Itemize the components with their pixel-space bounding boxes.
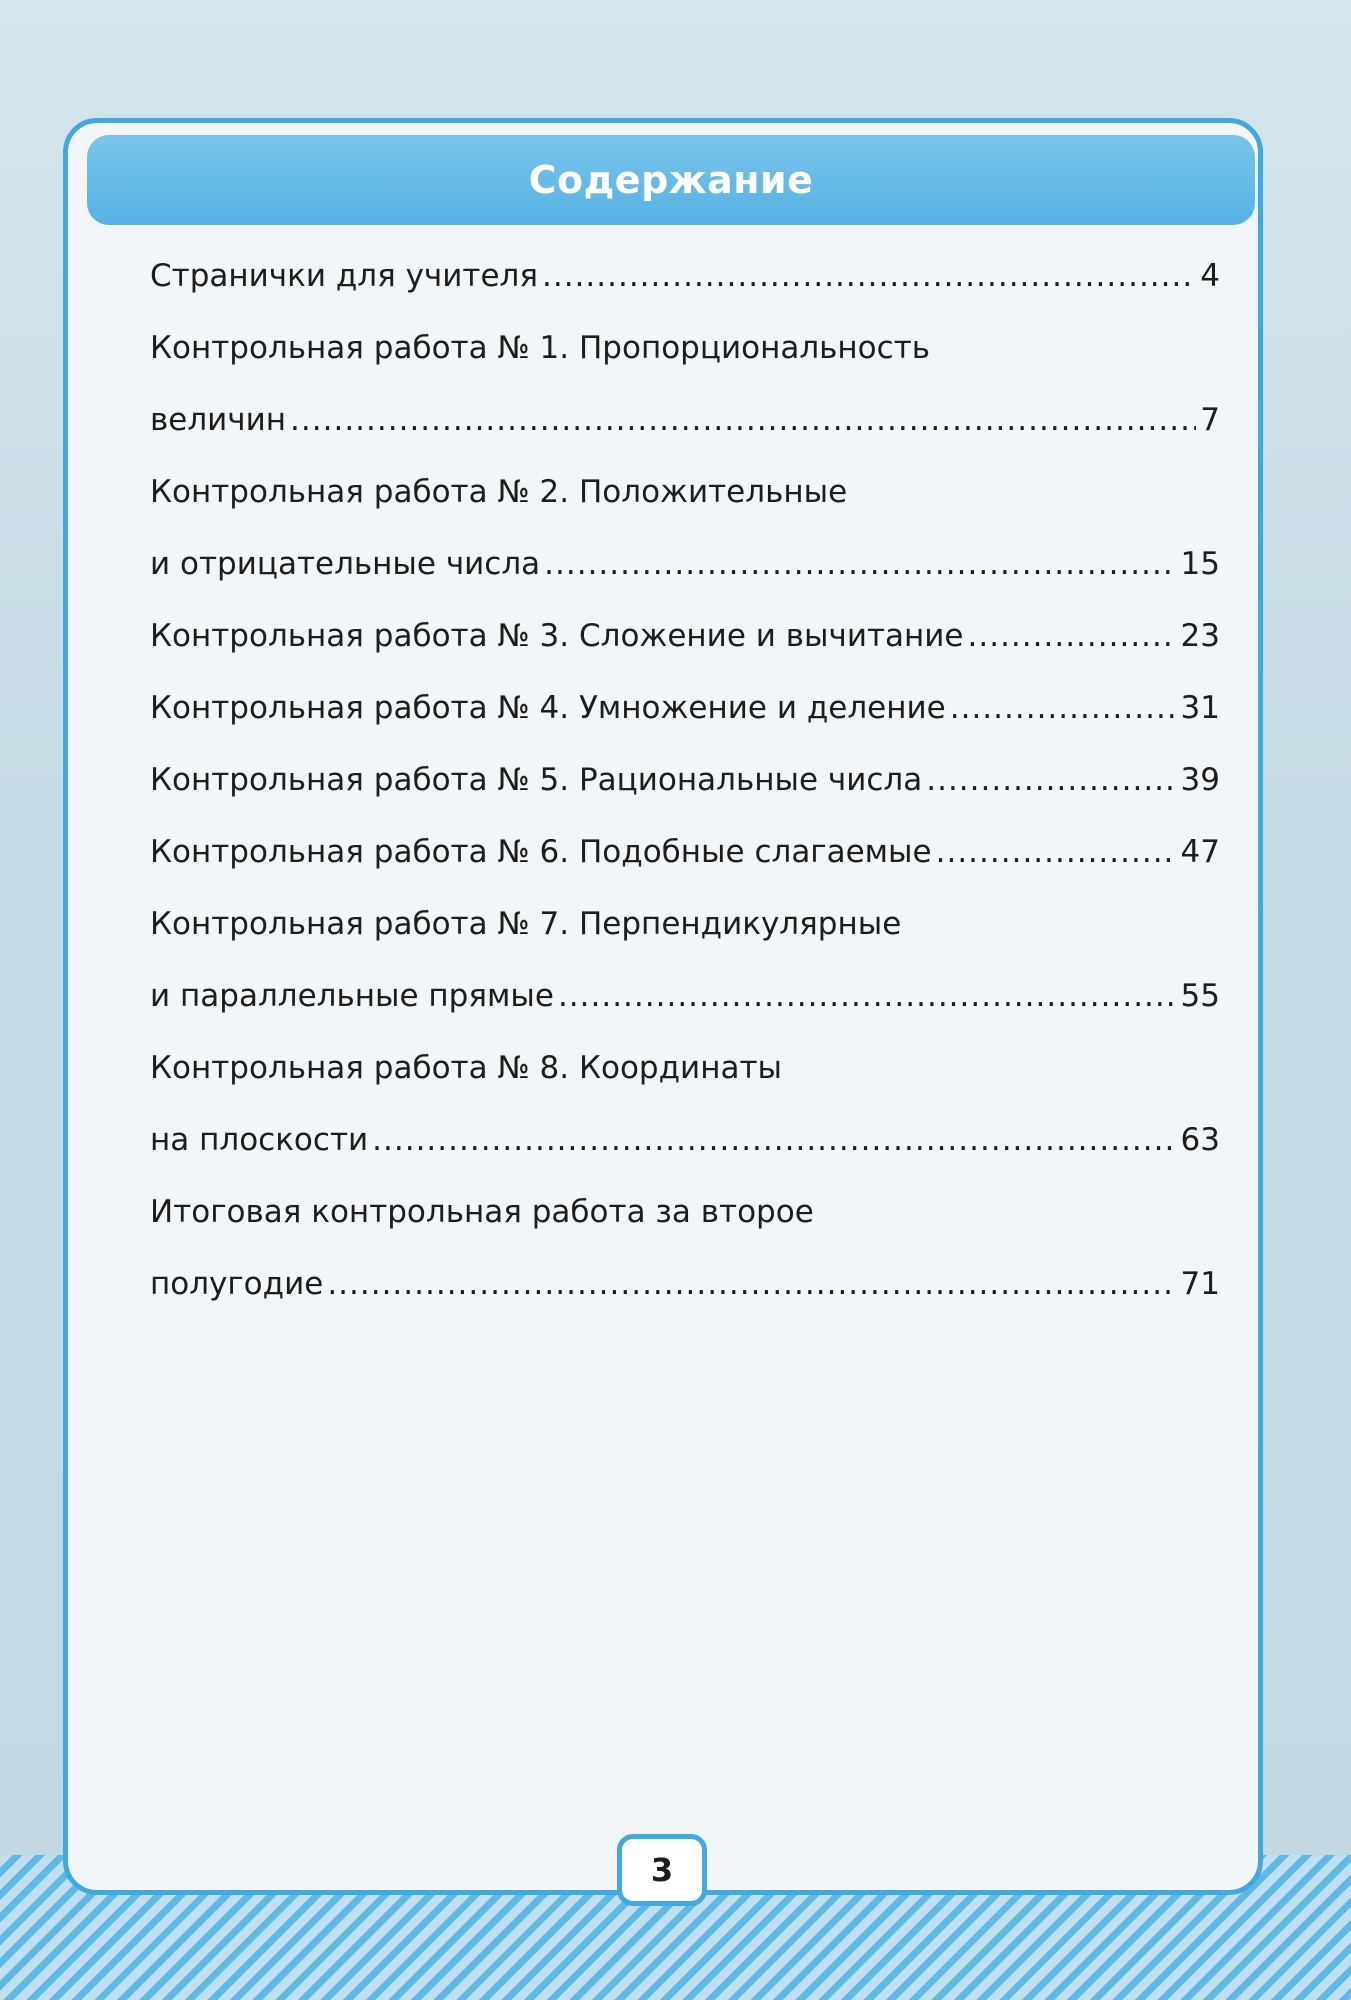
toc-dot-leader — [936, 816, 1177, 888]
toc-page-number: 55 — [1180, 978, 1220, 1014]
toc-dot-leader — [926, 744, 1176, 816]
table-of-contents — [150, 240, 1220, 1320]
toc-entry-title: Итоговая контрольная работа за второе — [150, 1194, 814, 1230]
toc-entry-test-1[interactable] — [150, 312, 1220, 456]
toc-page-number: 4 — [1200, 258, 1220, 294]
page-number: 3 — [650, 1851, 674, 1889]
toc-entry-title: Контрольная работа № 1. Пропорциональность — [150, 330, 931, 366]
toc-entry-test-7[interactable] — [150, 888, 1220, 1032]
toc-page-number: 15 — [1180, 546, 1220, 582]
toc-entry-title-continued: и отрицательные числа — [150, 546, 541, 582]
toc-entry-title: Контрольная работа № 5. Рациональные числа — [150, 762, 923, 798]
toc-dot-leader — [290, 384, 1196, 456]
toc-entry-title: Странички для учителя — [150, 258, 538, 294]
toc-dot-leader — [558, 960, 1177, 1032]
toc-entry-title-continued: величин — [150, 402, 287, 438]
toc-entry-title: Контрольная работа № 2. Положительные — [150, 474, 848, 510]
toc-dot-leader — [542, 240, 1196, 312]
toc-entry-title-continued: и параллельные прямые — [150, 978, 554, 1014]
toc-page-number: 71 — [1180, 1266, 1220, 1302]
toc-entry-test-5[interactable] — [150, 744, 1220, 816]
toc-dot-leader — [544, 528, 1176, 600]
page-title: Содержание — [528, 158, 814, 202]
toc-entry-test-8[interactable] — [150, 1032, 1220, 1176]
toc-dot-leader — [950, 672, 1177, 744]
toc-dot-leader — [968, 600, 1177, 672]
toc-entry-title: Контрольная работа № 6. Подобные слагаемые — [150, 834, 932, 870]
toc-entry-title: Контрольная работа № 7. Перпендикулярные — [150, 906, 902, 942]
page-number-badge — [617, 1834, 707, 1906]
toc-page-number: 47 — [1180, 834, 1220, 870]
toc-entry-title-continued: полугодие — [150, 1266, 324, 1302]
toc-entry-teacher-pages[interactable] — [150, 240, 1220, 312]
toc-entry-test-2[interactable] — [150, 456, 1220, 600]
toc-page-number: 39 — [1180, 762, 1220, 798]
toc-entry-test-6[interactable] — [150, 816, 1220, 888]
toc-entry-title: Контрольная работа № 3. Сложение и вычитание — [150, 618, 964, 654]
toc-entry-test-3[interactable] — [150, 600, 1220, 672]
toc-dot-leader — [327, 1248, 1176, 1320]
toc-page-number: 7 — [1200, 402, 1220, 438]
toc-entry-title: Контрольная работа № 8. Координаты — [150, 1050, 782, 1086]
toc-entry-title: Контрольная работа № 4. Умножение и деление — [150, 690, 946, 726]
toc-page-number: 63 — [1180, 1122, 1220, 1158]
toc-dot-leader — [372, 1104, 1176, 1176]
toc-page-number: 23 — [1180, 618, 1220, 654]
toc-page-number: 31 — [1180, 690, 1220, 726]
toc-entry-title-continued: на плоскости — [150, 1122, 369, 1158]
toc-entry-final-test[interactable] — [150, 1176, 1220, 1320]
toc-entry-test-4[interactable] — [150, 672, 1220, 744]
title-bar — [87, 135, 1255, 225]
